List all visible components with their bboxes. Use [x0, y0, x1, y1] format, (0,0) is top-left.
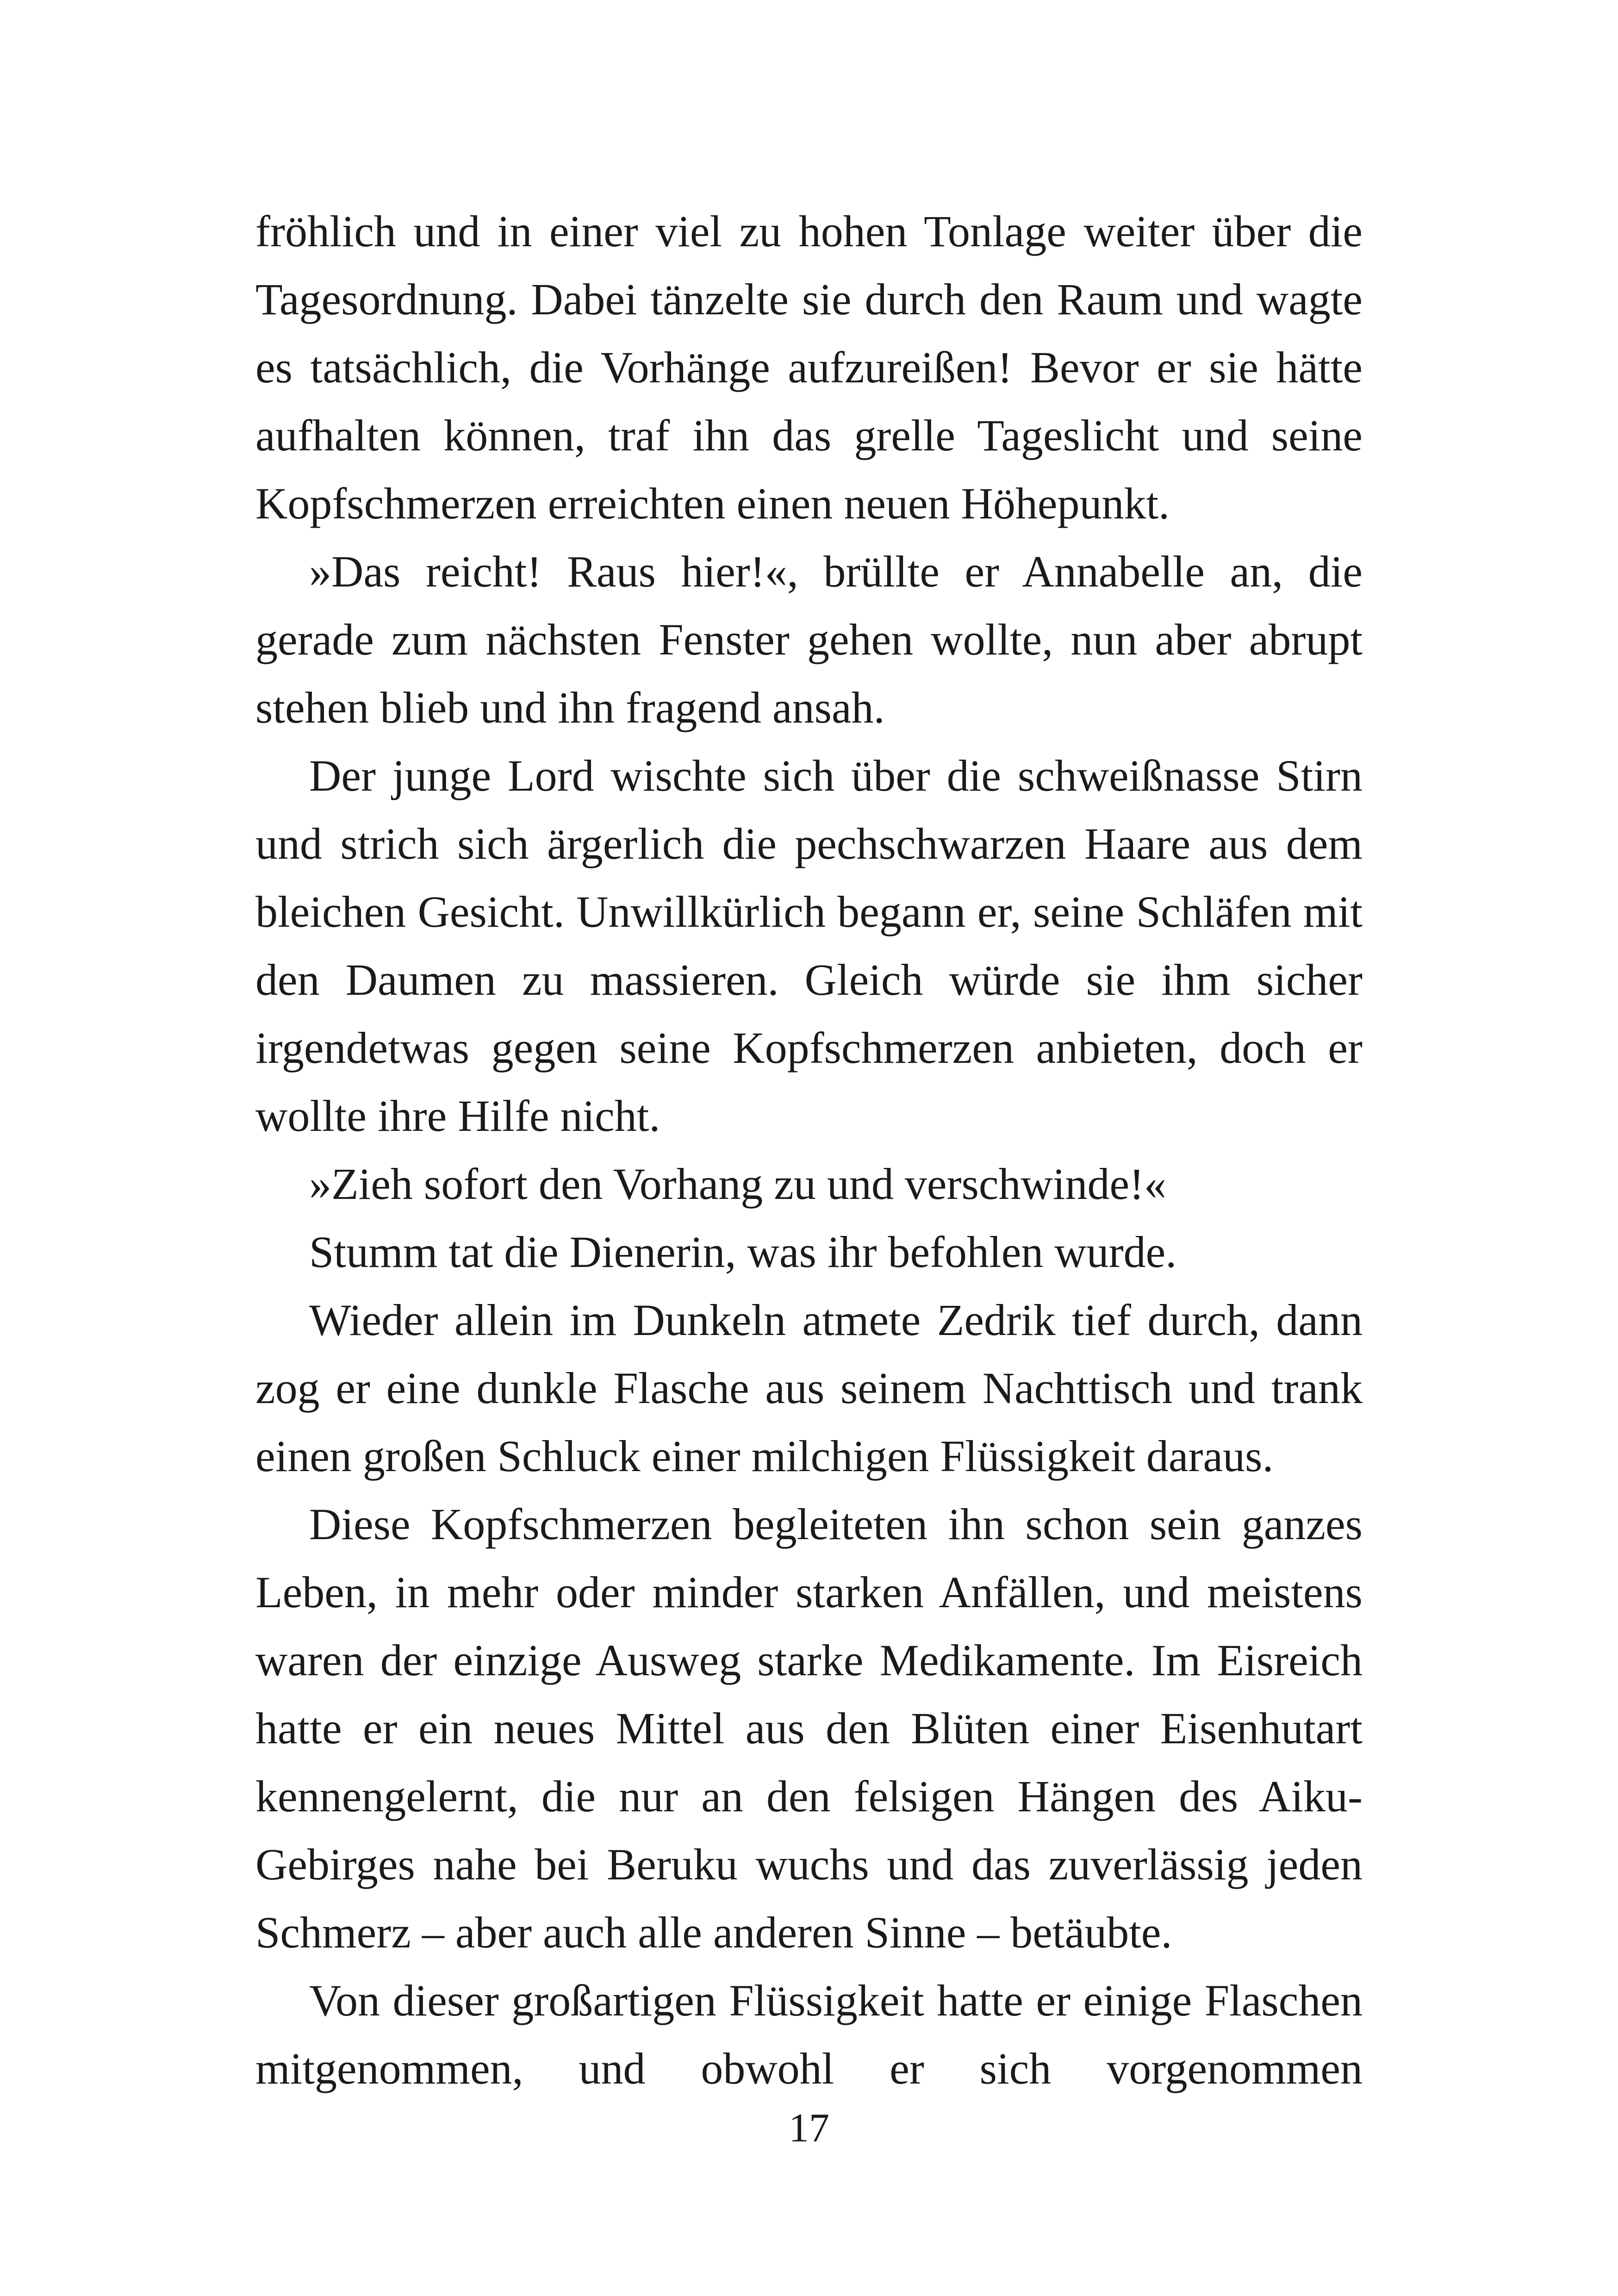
paragraph-8: Von dieser großartigen Flüssigkeit hatte er einige Flaschen mitgenommen, und obwohl er sich vorgenommen — [255, 1976, 1363, 2093]
paragraph-6: Wieder allein im Dunkeln atmete Zedrik tief durch, dann zog er eine dunkle Flasche aus seinem Nachttisch und trank einen großen Schluck einer milchigen Flüssigkeit daraus. — [255, 1295, 1363, 1481]
paragraph-7: Diese Kopfschmerzen begleiteten ihn schon sein ganzes Leben, in mehr oder minder starken Anfällen, und meistens waren der einzige Ausweg starke Medikamente. Im Eisreich hatte er ein neues Mittel aus den Blüten einer Eisenhutart kennengelernt, die nur an den felsigen Hängen des Aiku-Gebirges nahe bei Beruku wuchs und das zuverlässig jeden Schmerz – aber auch alle anderen Sinne – betäubte. — [255, 1499, 1363, 1957]
paragraph-5: Stumm tat die Dienerin, was ihr befohlen wurde. — [309, 1227, 1177, 1277]
paragraph-2: »Das reicht! Raus hier!«, brüllte er Annabelle an, die gerade zum nächsten Fenster gehen wollte, nun aber abrupt stehen blieb und ihn fragend ansah. — [255, 547, 1363, 732]
paragraph-4: »Zieh sofort den Vorhang zu und verschwinde!« — [309, 1159, 1167, 1209]
body-text — [255, 197, 1363, 2103]
page-number: 17 — [789, 2106, 829, 2151]
paragraph-3: Der junge Lord wischte sich über die schweißnasse Stirn und strich sich ärgerlich die pechschwarzen Haare aus dem bleichen Gesicht. Unwillkürlich begann er, seine Schläfen mit den Daumen zu massieren. Gleich würde sie ihm sicher irgendetwas gegen seine Kopfschmerzen anbieten, doch er wollte ihre Hilfe nicht. — [255, 751, 1363, 1141]
paragraph-1: fröhlich und in einer viel zu hohen Tonlage weiter über die Tagesordnung. Dabei tänzelte sie durch den Raum und wagte es tatsächlich, die Vorhänge aufzureißen! Bevor er sie hätte aufhalten können, traf ihn das grelle Tageslicht und seine Kopfschmerzen erreichten einen neuen Höhepunkt. — [255, 206, 1363, 528]
